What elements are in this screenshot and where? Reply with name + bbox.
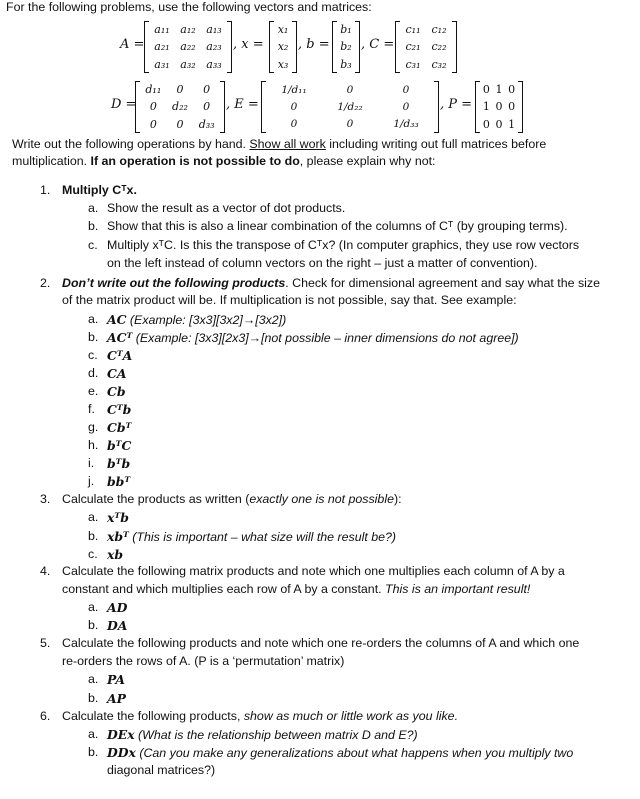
item-content <box>107 402 131 418</box>
matrix-cell: 0 <box>203 100 211 114</box>
intro-text: For the following problems, use the following vectors and matrices: <box>6 0 372 14</box>
matrix-cell: d₂₂ <box>172 100 188 114</box>
item-expression: DA <box>107 618 128 633</box>
item-content <box>107 745 573 761</box>
matrix-cell: 0 <box>346 118 354 131</box>
matrix-C <box>394 19 458 75</box>
item-content <box>107 330 519 346</box>
matrix-cell: 1 <box>482 100 490 114</box>
item-text: diagonal matrices?) <box>107 763 216 777</box>
item-letter: d. <box>88 366 99 380</box>
problem-4-line2: constant and which multiplies each row of A by a constant. <box>62 582 386 596</box>
bracket-right <box>292 21 297 73</box>
item-expression: Cb <box>107 384 126 399</box>
show-work-text: Show all work <box>249 137 326 151</box>
matrix-cell: 0 <box>149 100 157 114</box>
item-letter: h. <box>88 438 99 452</box>
item-expression: xbᵀ <box>107 528 129 544</box>
problem-6-lead: Calculate the following products, <box>62 709 244 723</box>
instructions-line-1 <box>12 137 546 152</box>
matrix-cell: d₃₃ <box>198 117 215 131</box>
item-letter: j. <box>88 474 95 488</box>
matrix-cell: 0 <box>402 83 410 96</box>
matrix-cell: a₃₂ <box>180 57 196 71</box>
item-content <box>107 618 127 634</box>
instr-text: , please explain why not: <box>299 154 436 168</box>
matrix-E-grid <box>266 81 434 133</box>
item-letter: b. <box>88 690 99 705</box>
item-letter: c. <box>88 348 98 362</box>
matrix-cell: 0 <box>290 100 298 113</box>
matrix-A-label: A = <box>120 37 145 52</box>
item-expression: AC <box>107 312 127 327</box>
matrix-cell: c₁₂ <box>431 23 447 37</box>
problem-3-lead: Calculate the products as written ( <box>62 492 250 506</box>
item-text: (Can you make any generalizations about what happens when you multiply two <box>135 746 574 760</box>
item-content <box>107 348 132 364</box>
problem-4-text-2 <box>62 582 530 597</box>
problem-4-text: Calculate the following matrix products and note which one multiplies each column of A by a <box>62 564 565 578</box>
instructions-line-2 <box>12 154 436 169</box>
matrix-cell: 0 <box>176 83 184 97</box>
item-letter: b. <box>88 219 99 233</box>
problem-6-number: 6. <box>40 709 51 723</box>
vector-x-label: , x = <box>233 37 264 52</box>
matrix-cell: 1 <box>508 117 516 131</box>
item-letter: a. <box>88 600 99 614</box>
matrix-row-2 <box>0 77 640 137</box>
item-letter: b. <box>88 528 99 543</box>
problem-4-number: 4. <box>40 564 51 578</box>
matrix-cell: 1/d₁₁ <box>281 83 307 96</box>
matrix-cell: c₂₁ <box>405 40 421 54</box>
item-expression: PA <box>107 672 126 687</box>
item-expression: bbᵀ <box>107 474 131 489</box>
matrix-row-1 <box>0 17 640 77</box>
item-letter: a. <box>88 510 99 524</box>
problem-3-number: 3. <box>40 492 51 506</box>
matrix-cell: a₂₃ <box>206 40 222 54</box>
matrix-cell: b₂ <box>340 40 352 54</box>
problem-5-number: 5. <box>40 636 51 650</box>
item-letter: a. <box>88 672 99 686</box>
matrix-cell: 0 <box>482 117 490 131</box>
matrix-cell: b₁ <box>340 23 352 37</box>
matrix-D <box>134 79 226 135</box>
matrix-A-grid <box>149 21 227 73</box>
item-expression: xᵀb <box>107 510 129 525</box>
item-content <box>107 763 215 778</box>
item-content <box>107 420 131 436</box>
item-letter: i. <box>88 456 95 470</box>
item-text: (This is important – what size will the result be?) <box>128 529 397 544</box>
instr-text: including writing out full matrices before <box>325 137 547 151</box>
item-text: Show the result as a vector of dot products. <box>107 201 346 215</box>
item-content <box>107 691 126 707</box>
item-content <box>107 384 126 400</box>
item-content <box>107 438 131 454</box>
item-content <box>107 529 396 545</box>
instr-bold-text: If an operation is not possible to do <box>90 154 300 168</box>
item-letter: b. <box>88 618 99 632</box>
matrix-cell: a₂₂ <box>180 40 196 54</box>
bracket-right <box>355 21 360 73</box>
matrix-cell: b₃ <box>340 57 352 71</box>
matrix-cell: x₁ <box>277 23 289 37</box>
item-content <box>107 510 129 526</box>
item-expression: ACᵀ <box>107 330 133 345</box>
item-expression: AD <box>107 600 128 615</box>
matrix-cell: a₃₃ <box>206 57 222 71</box>
item-text: (Example: [3x3][3x2]→[3x2]) <box>126 313 287 327</box>
bracket-right <box>434 81 439 133</box>
problem-1-text: Multiply Cᵀx. <box>62 183 137 197</box>
item-expression: Cᵀb <box>107 402 132 417</box>
item-content <box>107 474 130 490</box>
matrix-C-label: , C = <box>361 37 395 52</box>
item-letter: a. <box>88 727 99 741</box>
matrix-cell: 0 <box>149 117 157 131</box>
vector-b <box>331 19 361 75</box>
item-content <box>107 456 130 472</box>
matrix-E <box>260 79 440 135</box>
instr-text: Write out the following operations by hand. <box>12 137 250 151</box>
item-content <box>107 727 418 743</box>
item-letter: g. <box>88 420 99 434</box>
matrix-cell: x₂ <box>277 40 289 54</box>
matrix-cell: a₁₁ <box>154 23 170 37</box>
matrix-C-grid <box>400 21 452 73</box>
item-content <box>107 547 123 563</box>
item-expression: Cbᵀ <box>107 420 132 435</box>
item-text: on the left instead of column vectors on the right – just a matter of convention). <box>107 256 538 270</box>
matrix-cell: 1/d₂₂ <box>337 100 363 113</box>
item-letter: f. <box>88 402 95 416</box>
item-expression: xb <box>107 547 124 562</box>
problem-2-bold: Don’t write out the following products <box>62 276 286 290</box>
bracket-right <box>227 21 232 73</box>
problem-2-number: 2. <box>40 276 51 290</box>
matrix-cell: a₁₂ <box>180 23 196 37</box>
item-letter: a. <box>88 201 99 215</box>
matrix-cell: 0 <box>402 100 410 113</box>
matrix-P <box>474 79 524 135</box>
problem-6-text <box>62 709 458 724</box>
item-letter: a. <box>88 312 99 326</box>
matrix-cell: a₁₃ <box>206 23 222 37</box>
vector-x <box>268 19 298 75</box>
matrix-cell: c₁₁ <box>405 23 421 37</box>
item-expression: DDx <box>107 745 136 760</box>
matrix-P-grid <box>480 81 518 133</box>
item-letter: c. <box>88 238 98 252</box>
bracket-right <box>452 21 457 73</box>
problem-3-end: ): <box>393 492 402 506</box>
matrix-D-label: D = <box>111 97 137 112</box>
matrix-D-grid <box>140 81 220 133</box>
item-content <box>107 672 125 688</box>
problem-4-italic: This is an important result! <box>385 582 531 596</box>
item-expression: bᵀC <box>107 438 132 453</box>
item-text: Show that this is also a linear combination of the columns of Cᵀ (by grouping terms). <box>107 219 568 233</box>
problem-2-text <box>62 276 600 291</box>
matrix-cell: 0 <box>176 117 184 131</box>
item-content <box>107 366 126 382</box>
matrix-cell: c₃₁ <box>405 57 421 71</box>
item-text: (Example: [3x3][2x3]→[not possible – inner dimensions do not agree]) <box>132 331 519 345</box>
matrix-cell: 0 <box>203 83 211 97</box>
matrix-cell: c₃₂ <box>431 57 447 71</box>
bracket-right <box>518 81 523 133</box>
vector-b-label: , b = <box>298 37 330 52</box>
matrix-P-label: , P = <box>440 97 473 112</box>
item-expression: bᵀb <box>107 456 131 471</box>
item-content <box>107 600 127 616</box>
matrix-cell: 0 <box>495 100 503 114</box>
problem-6-italic: show as much or little work as you like. <box>243 709 459 723</box>
item-letter: b. <box>88 330 99 344</box>
matrix-cell: x₃ <box>277 57 289 71</box>
problem-5-text-2: re-orders the rows of A. (P is a ‘permutation’ matrix) <box>62 654 345 668</box>
matrix-cell: a₂₁ <box>154 40 170 54</box>
matrix-cell: 0 <box>482 83 490 97</box>
matrix-cell: 0 <box>346 83 354 96</box>
problem-2-rest: . Check for dimensional agreement and say what the size <box>285 276 600 290</box>
matrix-A <box>143 19 233 75</box>
matrix-cell: 0 <box>508 83 516 97</box>
item-text: Multiply xᵀC. Is this the transpose of Cᵀx? (In computer graphics, they use row vectors <box>107 238 580 252</box>
item-expression: DEx <box>107 727 135 742</box>
problem-2-text-2: of the matrix product will be. If multiplication is not possible, say that. See example: <box>62 293 517 307</box>
item-text: (What is the relationship between matrix D and E?) <box>134 728 418 742</box>
problem-1-number: 1. <box>40 183 51 197</box>
matrix-E-label: , E = <box>226 97 259 112</box>
item-letter: b. <box>88 745 99 759</box>
item-content <box>107 312 286 328</box>
matrix-cell: d₁₁ <box>145 83 162 97</box>
item-expression: AP <box>107 690 126 706</box>
vector-x-grid <box>274 21 292 73</box>
problem-5-text: Calculate the following products and note which one re-orders the columns of A and which one <box>62 636 580 650</box>
matrix-cell: 0 <box>290 118 298 131</box>
matrix-cell: 1/d₃₃ <box>393 118 419 131</box>
matrix-cell: c₂₂ <box>431 40 447 54</box>
matrix-cell: a₃₁ <box>154 57 170 71</box>
problem-3-text <box>62 492 402 507</box>
item-letter: c. <box>88 547 98 561</box>
problem-3-italic: exactly one is not possible <box>249 492 394 506</box>
item-expression: CᵀA <box>107 348 133 363</box>
vector-b-grid <box>337 21 355 73</box>
item-letter: e. <box>88 384 99 398</box>
instr-text: multiplication. <box>12 154 91 168</box>
matrix-cell: 0 <box>495 117 503 131</box>
item-expression: CA <box>107 366 127 381</box>
matrix-cell: 0 <box>508 100 516 114</box>
bracket-right <box>220 81 225 133</box>
matrix-cell: 1 <box>495 83 503 97</box>
